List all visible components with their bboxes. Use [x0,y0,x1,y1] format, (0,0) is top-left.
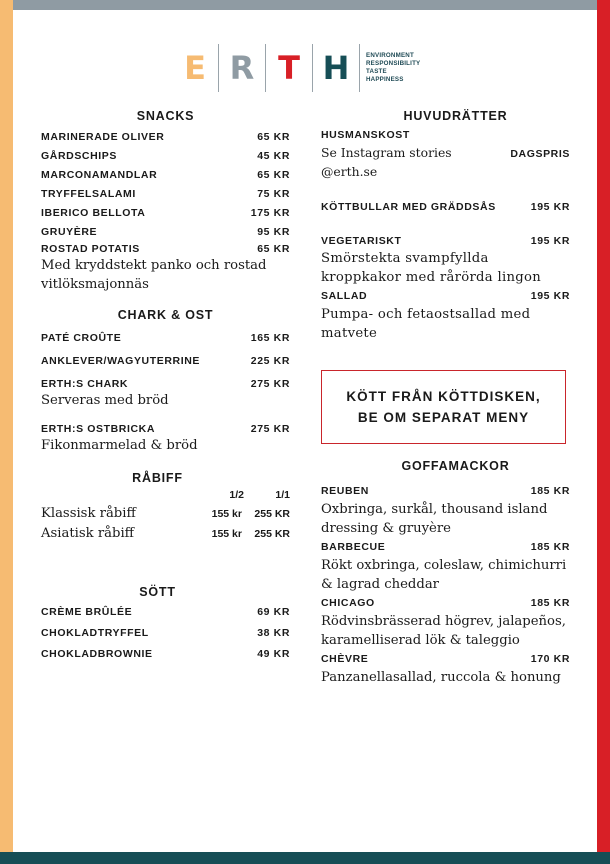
menu-item [321,538,570,557]
logo-divider [359,44,360,92]
item-price: 195 KR [530,290,570,302]
item-description: Med kryddstekt panko och rostad vitlöksmajonnäs [41,258,267,292]
rabiff-prices [198,504,290,524]
item-description: Rökt oxbringa, coleslaw, chimichurri & lagrad cheddar [321,558,567,592]
item-name: BARBECUE [321,541,386,553]
item-price: 49 KR [257,648,290,660]
item-name: ERTH:S OSTBRICKA [41,423,156,435]
menu-item [321,198,570,217]
menu-item [41,204,290,223]
item-name: MARCONAMANDLAR [41,169,158,181]
item-name: Asiatisk råbiff [41,526,135,541]
item-price: 45 KR [257,150,290,162]
menu-item-detail [321,143,570,181]
item-name: ANKLEVER/WAGYUTERRINE [41,355,201,367]
full-price: 255 KR [254,508,290,520]
menu-item [41,185,290,204]
item-name: ROSTAD POTATIS [41,243,140,255]
menu-item [41,329,290,348]
section-title: GOFFAMACKOR [401,459,510,473]
item-name: GÅRDSCHIPS [41,150,118,162]
rabiff-prices [198,524,290,544]
section-goffamackor [321,458,570,687]
item-name: IBERICO BELLOTA [41,207,146,219]
menu-item [41,645,290,664]
bottom-accent-bar [0,852,610,864]
item-name: REUBEN [321,485,369,497]
item-description: Serveras med bröd [41,393,169,408]
item-price: 65 KR [257,243,290,255]
item-name: CHICAGO [321,597,375,609]
item-price: 195 KR [530,235,570,247]
section-title: HUVUDRÄTTER [403,109,508,123]
logo-letter-e: E [184,49,206,87]
menu-item [41,352,290,371]
item-price: 75 KR [257,188,290,200]
item-price: 69 KR [257,606,290,618]
section-sott [41,584,290,664]
half-price: 155 kr [211,508,242,520]
right-menu-column [321,108,570,343]
item-price: 175 KR [250,207,290,219]
item-price: 38 KR [257,627,290,639]
col-half-label: 1/2 [229,489,244,501]
callout-line-2: BE OM SEPARAT MENY [357,410,530,425]
rabiff-row [41,524,290,544]
item-name: PATÉ CROÛTE [41,332,122,344]
section-title: SNACKS [136,109,195,123]
item-name: MARINERADE OLIVER [41,131,165,143]
item-description: Pumpa- och fetaostsallad med matvete [321,307,531,341]
callout-line-1: KÖTT FRÅN KÖTTDISKEN, [346,389,541,404]
item-name: Klassisk råbiff [41,506,136,521]
meat-counter-callout [321,370,566,444]
menu-item [41,128,290,147]
col-full-label: 1/1 [275,489,290,501]
item-description: Rödvinsbrässerad högrev, jalapeños, karamelliserad lök & taleggio [321,614,566,648]
tagline-word: HAPPINESS [366,76,404,83]
item-name: CHÈVRE [321,653,369,665]
menu-item [321,287,570,306]
item-name: VEGETARISKT [321,235,402,247]
top-accent-bar [0,0,610,10]
logo-letter-r: R [229,49,255,87]
section-snacks [41,108,290,294]
item-description: Panzanellasallad, ruccola & honung [321,670,561,685]
menu-item [321,594,570,613]
item-description: Se Instagram stories @erth.se [321,145,452,179]
section-chark-ost [41,307,290,455]
item-price: DAGSPRIS [510,148,570,160]
item-name: GRUYÈRE [41,226,98,238]
item-description: Fikonmarmelad & bröd [41,438,198,453]
left-menu-column [41,108,290,664]
item-price: 95 KR [257,226,290,238]
item-price: 65 KR [257,131,290,143]
item-price: 195 KR [530,201,570,213]
right-accent-bar [597,0,610,864]
item-price: 65 KR [257,169,290,181]
full-price: 255 KR [254,528,290,540]
item-name: KÖTTBULLAR MED GRÄDDSÅS [321,201,496,213]
item-name: CRÈME BRÛLÉE [41,606,133,618]
item-description: Oxbringa, surkål, thousand island dressing & gruyère [321,502,548,536]
item-price: 185 KR [530,541,570,553]
item-price: 185 KR [530,597,570,609]
erth-logo [172,44,420,92]
menu-item [321,650,570,669]
menu-item [41,166,290,185]
menu-item [41,624,290,643]
section-huvudratter [321,108,570,343]
item-price: 185 KR [530,485,570,497]
menu-item [41,147,290,166]
left-accent-bar [0,0,13,864]
item-description: Smörstekta svampfyllda kroppkakor med rårörda lingon [321,251,542,285]
tagline-word: ENVIRONMENT [366,52,414,59]
item-name: CHOKLADBROWNIE [41,648,153,660]
half-price: 155 kr [211,528,242,540]
section-title: RÅBIFF [132,471,183,485]
rabiff-row [41,504,290,524]
tagline-word: TASTE [366,68,387,75]
section-rabiff [41,470,290,544]
item-name: HUSMANSKOST [321,129,410,141]
menu-item [321,482,570,501]
item-price: 170 KR [530,653,570,665]
menu-item [41,603,290,622]
section-title: SÖTT [139,585,176,599]
section-title: CHARK & OST [117,308,214,322]
item-price: 165 KR [250,332,290,344]
rabiff-size-header [41,486,290,504]
item-price: 275 KR [250,423,290,435]
item-name: SALLAD [321,290,368,302]
logo-tagline [366,52,420,84]
item-name: ERTH:S CHARK [41,378,129,390]
logo-letter-t: T [278,49,300,87]
logo-letter-h: H [322,49,350,87]
item-name: TRYFFELSALAMI [41,188,136,200]
item-price: 275 KR [250,378,290,390]
item-price: 225 KR [250,355,290,367]
tagline-word: RESPONSIBILITY [366,60,421,67]
item-name: CHOKLADTRYFFEL [41,627,149,639]
